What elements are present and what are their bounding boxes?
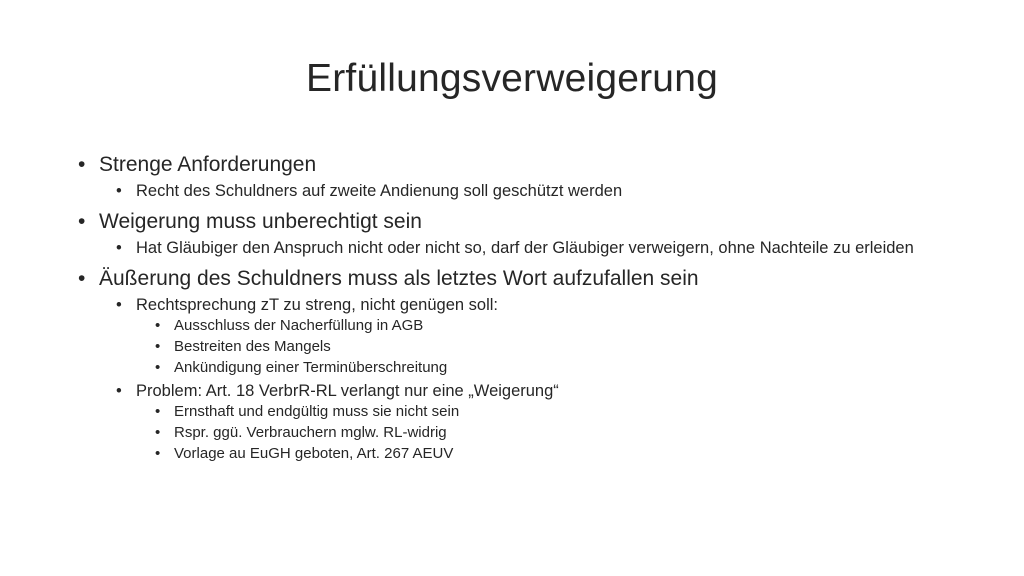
- bullet-dot-icon: •: [155, 359, 161, 376]
- sub-sub-bullet-item: [155, 357, 958, 378]
- sub-bullet-text: Recht des Schuldners auf zweite Andienung soll geschützt werden: [136, 182, 623, 200]
- sub-bullet-item: [116, 182, 958, 201]
- bullet-item: [78, 209, 958, 235]
- bullet-dot-icon: •: [78, 210, 86, 233]
- sub-sub-bullet-text: Ausschluss der Nacherfüllung in AGB: [174, 317, 424, 334]
- sub-bullet-text: Problem: Art. 18 VerbrR-RL verlangt nur eine „Weigerung“: [136, 382, 559, 400]
- sub-bullet-item: [116, 382, 958, 401]
- sub-sub-bullet-item: [155, 336, 958, 357]
- bullet-text: Äußerung des Schuldners muss als letztes Wort aufzufallen sein: [99, 267, 699, 290]
- sub-sub-bullet-text: Ernsthaft und endgültig muss sie nicht sein: [174, 403, 460, 420]
- bullet-dot-icon: •: [78, 267, 86, 290]
- slide-title: Erfüllungsverweigerung: [306, 57, 718, 100]
- bullet-text: Weigerung muss unberechtigt sein: [99, 210, 422, 233]
- sub-sub-bullet-item: [155, 315, 958, 336]
- bullet-dot-icon: •: [155, 317, 161, 334]
- bullet-dot-icon: •: [155, 445, 161, 462]
- bullet-item: [78, 266, 958, 292]
- bullet-dot-icon: •: [116, 296, 122, 314]
- bullet-dot-icon: •: [155, 424, 161, 441]
- bullet-dot-icon: •: [155, 338, 161, 355]
- bullet-text: Strenge Anforderungen: [99, 153, 317, 176]
- sub-bullet-item: [116, 239, 958, 258]
- sub-sub-bullet-item: [155, 401, 958, 422]
- sub-bullet-text: Rechtsprechung zT zu streng, nicht genügen soll:: [136, 296, 498, 314]
- bullet-dot-icon: •: [116, 182, 122, 200]
- sub-sub-bullet-item: [155, 422, 958, 443]
- bullet-list: [78, 152, 958, 464]
- bullet-dot-icon: •: [116, 382, 122, 400]
- sub-sub-bullet-text: Ankündigung einer Terminüberschreitung: [174, 359, 448, 376]
- sub-sub-bullet-text: Rspr. ggü. Verbrauchern mglw. RL-widrig: [174, 424, 447, 441]
- bullet-dot-icon: •: [116, 239, 122, 257]
- sub-sub-bullet-item: [155, 443, 958, 464]
- bullet-dot-icon: •: [78, 153, 86, 176]
- sub-bullet-text: Hat Gläubiger den Anspruch nicht oder nicht so, darf der Gläubiger verweigern, ohne Nachteile zu erleiden: [136, 239, 914, 257]
- bullet-dot-icon: •: [155, 403, 161, 420]
- sub-bullet-item: [116, 296, 958, 315]
- sub-sub-bullet-text: Bestreiten des Mangels: [174, 338, 331, 355]
- bullet-item: [78, 152, 958, 178]
- sub-sub-bullet-text: Vorlage au EuGH geboten, Art. 267 AEUV: [174, 445, 454, 462]
